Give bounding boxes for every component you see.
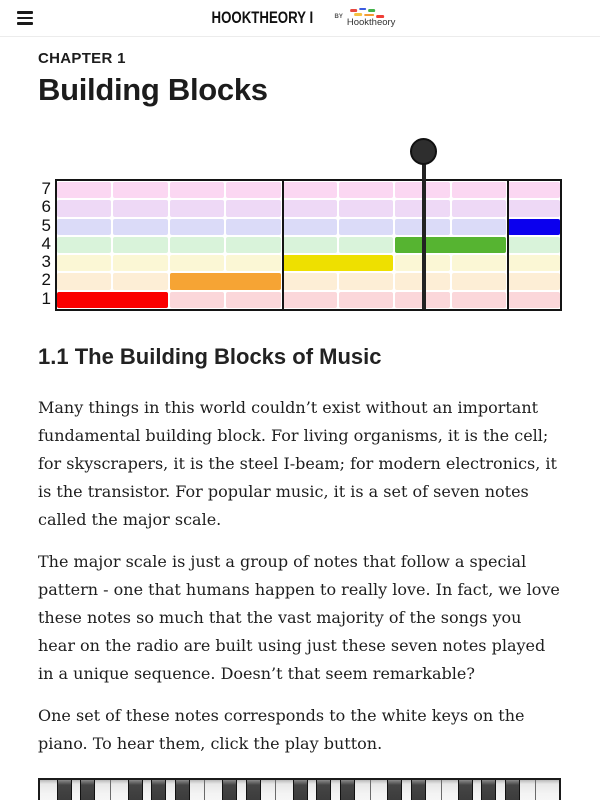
- row-label-7: 7: [41, 179, 51, 198]
- row-label-5: 5: [41, 215, 51, 235]
- note-degree-3: [283, 255, 394, 271]
- grid-cell: [283, 200, 337, 216]
- grid-cell: [226, 292, 280, 308]
- grid-cell: [339, 182, 393, 198]
- page-content: [0, 50, 600, 800]
- black-key[interactable]: [505, 780, 520, 800]
- scale-piano-roll: [38, 135, 562, 313]
- black-key[interactable]: [387, 780, 402, 800]
- section-heading: 1.1 The Building Blocks of Music: [38, 344, 382, 369]
- grid-cell: [339, 292, 393, 308]
- piano-keyboard: [38, 778, 561, 800]
- note-degree-4: [395, 237, 506, 253]
- paragraph-3: One set of these notes corresponds to the white keys on the piano. To hear them, click the play button.: [38, 706, 525, 753]
- grid-cell: [57, 237, 111, 253]
- black-key[interactable]: [411, 780, 426, 800]
- note-degree-5: [508, 219, 560, 235]
- grid-cell: [170, 237, 224, 253]
- grid-cell: [226, 182, 280, 198]
- grid-cell: [283, 237, 337, 253]
- grid-cell: [57, 255, 111, 271]
- black-key[interactable]: [175, 780, 190, 800]
- grid-cell: [57, 273, 111, 289]
- grid-cell: [226, 200, 280, 216]
- scale-grid: [55, 179, 562, 311]
- logo-dash-icon: [350, 9, 357, 12]
- grid-cell: [113, 273, 167, 289]
- hamburger-menu-icon[interactable]: [17, 11, 33, 25]
- grid-cell: [113, 200, 167, 216]
- black-key[interactable]: [458, 780, 473, 800]
- grid-cell: [452, 292, 506, 308]
- row-label-1: 1: [41, 288, 51, 308]
- grid-cell: [283, 292, 337, 308]
- grid-cell: [508, 273, 560, 289]
- grid-cell: [170, 292, 224, 308]
- grid-cell: [452, 200, 506, 216]
- black-key[interactable]: [246, 780, 261, 800]
- app-header: [0, 0, 600, 37]
- paragraph-1: Many things in this world couldn’t exist without an important fundamental building block. For living organisms, it is the cell; for skyscrapers, it is the steel I-beam; for modern electronics, it is the transistor. For popular music, it is a set of seven notes called the major scale.: [38, 398, 557, 529]
- playhead-handle[interactable]: [410, 138, 437, 165]
- grid-cell: [170, 200, 224, 216]
- grid-cell: [226, 237, 280, 253]
- note-degree-2: [170, 273, 281, 289]
- paragraph-2: The major scale is just a group of notes that follow a special pattern - one that humans happen to really love. In fact, we love these notes so much that the vast majority of the songs you hear on the radio are built using just these seven notes played in a unique sequence. Doesn’t that seem remarkable?: [38, 552, 560, 683]
- note-degree-1: [57, 292, 168, 308]
- grid-cell: [226, 255, 280, 271]
- chapter-label: CHAPTER 1: [38, 50, 126, 67]
- brand-byline: [335, 7, 403, 31]
- black-key[interactable]: [293, 780, 308, 800]
- logo-dash-icon: [359, 8, 366, 11]
- logo-dash-icon: [368, 9, 375, 12]
- grid-cell: [452, 255, 506, 271]
- grid-cell: [339, 237, 393, 253]
- grid-cell: [170, 182, 224, 198]
- black-key[interactable]: [57, 780, 72, 800]
- grid-cell: [452, 219, 506, 235]
- row-label-6: 6: [41, 197, 51, 217]
- grid-cell: [508, 182, 560, 198]
- chapter-title: Building Blocks: [38, 72, 268, 107]
- black-key[interactable]: [481, 780, 496, 800]
- row-label-2: 2: [41, 270, 51, 290]
- black-key[interactable]: [151, 780, 166, 800]
- row-labels: [33, 180, 51, 308]
- row-label-4: 4: [41, 233, 51, 253]
- row-label-3: 3: [41, 252, 51, 272]
- grid-cell: [283, 219, 337, 235]
- barline: [282, 181, 284, 309]
- black-key[interactable]: [340, 780, 355, 800]
- grid-cell: [452, 182, 506, 198]
- grid-cell: [113, 237, 167, 253]
- playhead-line: [422, 151, 426, 309]
- grid-cell: [452, 273, 506, 289]
- grid-cell: [113, 255, 167, 271]
- grid-cell: [339, 219, 393, 235]
- wordmark-text: Hooktheory: [346, 17, 396, 28]
- grid-cell: [508, 292, 560, 308]
- grid-cell: [113, 182, 167, 198]
- grid-cell: [57, 182, 111, 198]
- grid-cell: [113, 219, 167, 235]
- grid-cell: [170, 255, 224, 271]
- grid-cell: [508, 255, 560, 271]
- by-label: BY: [334, 14, 343, 20]
- brand-title: HOOKTHEORY I: [211, 8, 314, 27]
- brand-logo[interactable]: [197, 0, 403, 36]
- grid-cell: [339, 273, 393, 289]
- black-key[interactable]: [128, 780, 143, 800]
- grid-cell: [57, 219, 111, 235]
- black-key[interactable]: [80, 780, 95, 800]
- grid-cell: [339, 200, 393, 216]
- grid-cell: [283, 273, 337, 289]
- barline: [507, 181, 509, 309]
- grid-cell: [508, 200, 560, 216]
- grid-cell: [508, 237, 560, 253]
- black-key[interactable]: [222, 780, 237, 800]
- white-key[interactable]: [536, 780, 559, 800]
- grid-cell: [226, 219, 280, 235]
- hooktheory-wordmark: [345, 7, 403, 31]
- grid-cell: [283, 182, 337, 198]
- logo-dash-icon: [364, 14, 374, 17]
- black-key[interactable]: [316, 780, 331, 800]
- grid-cell: [170, 219, 224, 235]
- grid-cell: [57, 200, 111, 216]
- logo-dash-icon: [354, 13, 362, 16]
